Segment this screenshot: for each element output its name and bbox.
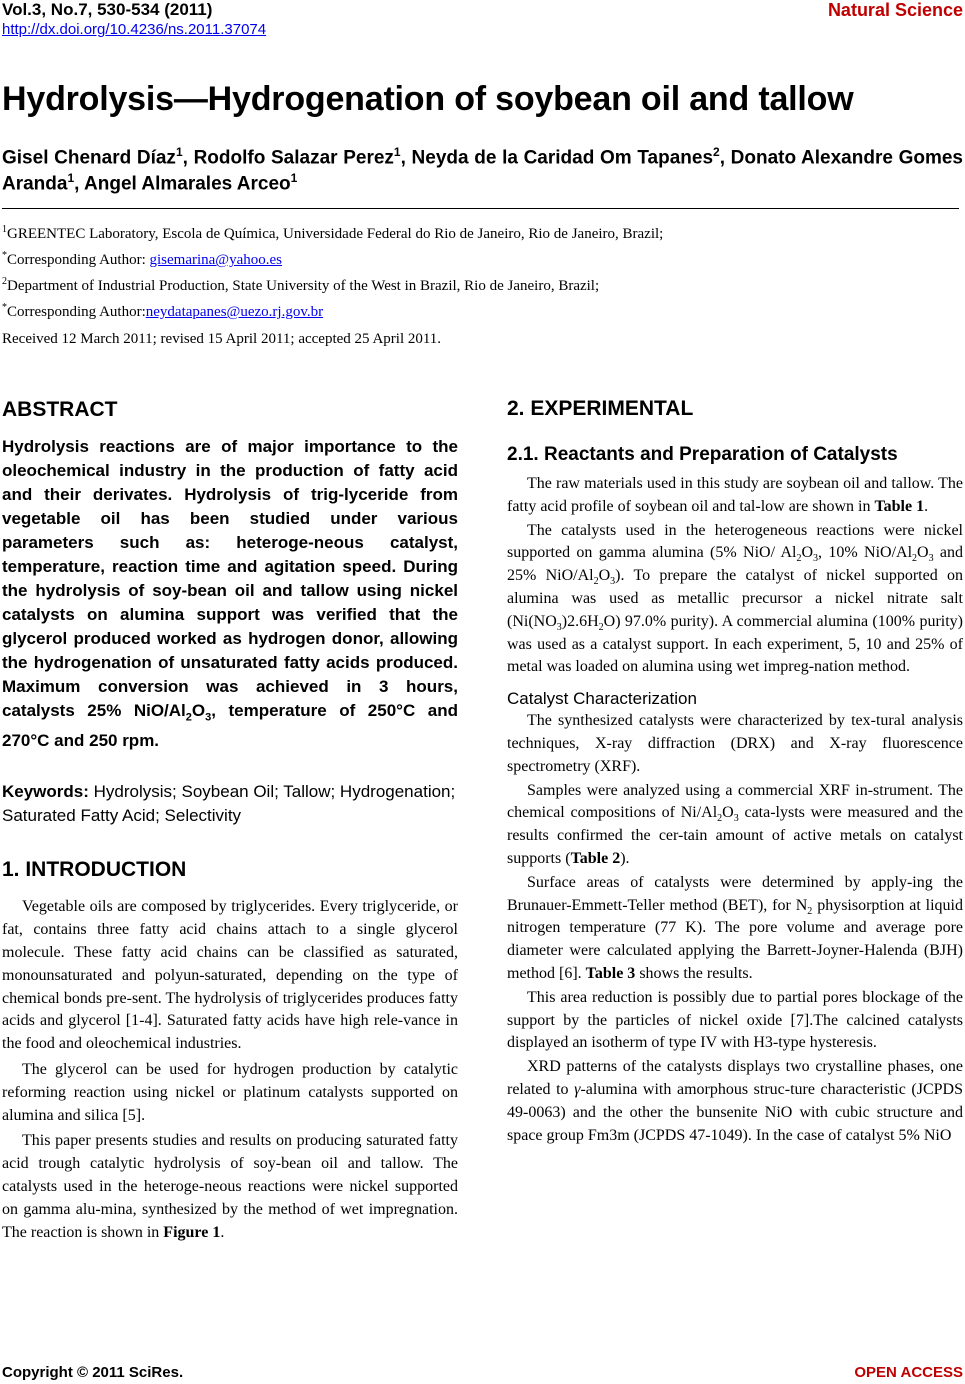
author-name: Rodolfo Salazar Perez: [193, 147, 394, 169]
author-name: Neyda de la Caridad Om Tapanes: [411, 147, 714, 169]
experimental-paragraph: Samples were analyzed using a commercial XRF in-strument. The chemical compositions of $Ni/Al_2O_3$ cata-lysts were measured and the results confirmed the cer-tain amount of active metals on catalyst supports (Table 2).: [507, 781, 963, 867]
email-link[interactable]: gisemarina@yahoo.es: [149, 252, 283, 268]
volume-info: Vol.3, No.7, 530-534 (2011): [2, 0, 213, 19]
author-list: Gisel Chenard Díaz$^1$, Rodolfo Salazar Perez$^1$, Neyda de la Caridad Om Tapanes$^2$, Donato Alexandre Gomes Aranda$^1$, Angel Almarales Arceo$^1$: [2, 145, 964, 194]
corresponding-author-2: *Corresponding Author:neydatapanes@uezo.rj.gov.br: [2, 302, 324, 320]
right-column: [507, 395, 963, 1147]
received-dates: Received 12 March 2011; revised 15 April 2011; accepted 25 April 2011.: [2, 331, 442, 347]
open-access-label: OPEN ACCESS: [854, 1364, 963, 1381]
experimental-paragraph: This area reduction is possibly due to partial pores blockage of the support by the particles of nickel oxide [7].The calcined catalysts displayed an isotherm of type IV with H3-type hysteresis.: [507, 988, 963, 1052]
abstract-heading: ABSTRACT: [2, 398, 118, 421]
table-ref: Table 3: [585, 964, 636, 982]
author-name: Gisel Chenard Díaz: [2, 147, 176, 169]
experimental-paragraph: The synthesized catalysts were characterized by tex-tural analysis techniques, X-ray diffraction (DRX) and X-ray fluorescence spectrometry (XRF).: [507, 712, 963, 775]
affiliations: [2, 219, 663, 323]
intro-paragraph: The glycerol can be used for hydrogen production by catalytic reforming reaction using nickel or platinum catalysts supported on alumina and silica [5].: [2, 1060, 458, 1124]
doi-link[interactable]: http://dx.doi.org/10.4236/ns.2011.37074: [2, 21, 267, 38]
abstract-text: Hydrolysis reactions are of major importance to the oleochemical industry in the production of fatty acid and their derivates. Hydrolysis of trig-lyceride from vegetable oil has been studied under various parameters such as: heteroge-neous catalyst, temperature, reaction time and agitation speed. During the hydrolysis of soy-bean oil and tallow using nickel catalysts on alumina support was verified that the glycerol produced worked as hydrogen donor, allowing the hydrogenation of unsaturated fatty acids produced. Maximum conversion was achieved in 3 hours, catalysts 25% NiO/$Al_2O_3$, temperature of 250°C and 270°C and 250 rpm.: [2, 437, 458, 751]
affiliation-2: $^2$Department of Industrial Production, State University of the West in Brazil, Rio de Janeiro, Brazil;: [2, 276, 600, 294]
author-name: Donato Alexandre Gomes Aranda: [2, 147, 964, 194]
article-title: Hydrolysis—Hydrogenation of soybean oil and tallow: [2, 80, 854, 118]
affiliation-1: $^1$GREENTEC Laboratory, Escola de Química, Universidade Federal do Rio de Janeiro, Rio de Janeiro, Brazil;: [2, 224, 664, 242]
experimental-paragraph: Surface areas of catalysts were determined by apply-ing the Brunauer-Emmett-Teller method (BET), for $N_2$ physisorption at liquid nitrogen temperature (77 K). The pore volume and average pore diameter were calculated applying the Barrett-Joyner-Halenda (BJH) method [6]. Table 3 shows the results.: [507, 873, 964, 982]
intro-paragraph: This paper presents studies and results on producing saturated fatty acid trough catalytic hydrolysis of soy-bean oil and tallow. The catalysts used in the heteroge-neous reactions were nickel supported on gamma alu-mina, synthesized by the method of wet impregnation. The reaction is shown in Figure 1.: [2, 1132, 458, 1241]
email-link[interactable]: neydatapanes@uezo.rj.gov.br: [145, 304, 324, 320]
experimental-paragraph: The raw materials used in this study are soybean oil and tallow. The fatty acid profile of soybean oil and tal-low are shown in Table 1.: [507, 475, 963, 515]
intro-heading: 1. INTRODUCTION: [2, 858, 187, 882]
intro-paragraph: Vegetable oils are composed by triglycerides. Every triglyceride, or fat, contains three fatty acid chains attach to a single glycerol molecule. These fatty acid chains can be classified as saturated, monounsaturated and polyun-saturated, depending on the type of chemical bonds pre-sent. The hydrolysis of triglycerides produces fatty acids and glycerol [1-4]. Saturated fatty acids have high rele-vance in the food and oleochemical industries.: [2, 898, 458, 1053]
experimental-paragraph: XRD patterns of the catalysts displays two crystalline phases, one related to γ-alumina with amorphous struc-ture characteristic (JCPDS 49-0063) and the other the bunsenite NiO with cubic structure and space group Fm3m (JCPDS 47-1049). In the case of catalyst 5% NiO: [507, 1058, 963, 1144]
table-ref: Table 2: [570, 849, 621, 867]
corresponding-author-1: *Corresponding Author: gisemarina@yahoo.es: [2, 250, 283, 268]
header-divider: [2, 208, 959, 209]
copyright-notice: Copyright © 2011 SciRes.: [2, 1364, 184, 1381]
reactants-subheading: 2.1. Reactants and Preparation of Catalysts: [507, 444, 898, 465]
experimental-paragraph: The catalysts used in the heterogeneous reactions were nickel supported on gamma alumina (5% NiO/ $Al_2O_3$, 10% NiO/$Al_2O_3$ and 25% NiO/$Al_2O_3$). To prepare the catalyst of nickel supported on alumina was used as metallic precursor a nickel nitrate salt $(Ni(NO_3)2.6H_2O)$ 97.0% purity). A commercial alumina (100% purity) was used as a catalyst support. In each experiment, 5, 10 and 25% of metal was loaded on alumina using wet impreg-nation method.: [507, 521, 964, 676]
catalyst-characterization-heading: Catalyst Characterization: [507, 689, 697, 709]
experimental-heading: 2. EXPERIMENTAL: [507, 397, 694, 420]
figure-ref: Figure 1: [163, 1223, 221, 1241]
left-column: [2, 395, 458, 1244]
table-ref: Table 1: [874, 497, 925, 515]
keywords: Keywords: Hydrolysis; Soybean Oil; Tallow; Hydrogenation; Saturated Fatty Acid; Selectivity: [2, 782, 456, 826]
author-name: Angel Almarales Arceo: [84, 172, 291, 194]
journal-name: Natural Science: [827, 0, 963, 20]
